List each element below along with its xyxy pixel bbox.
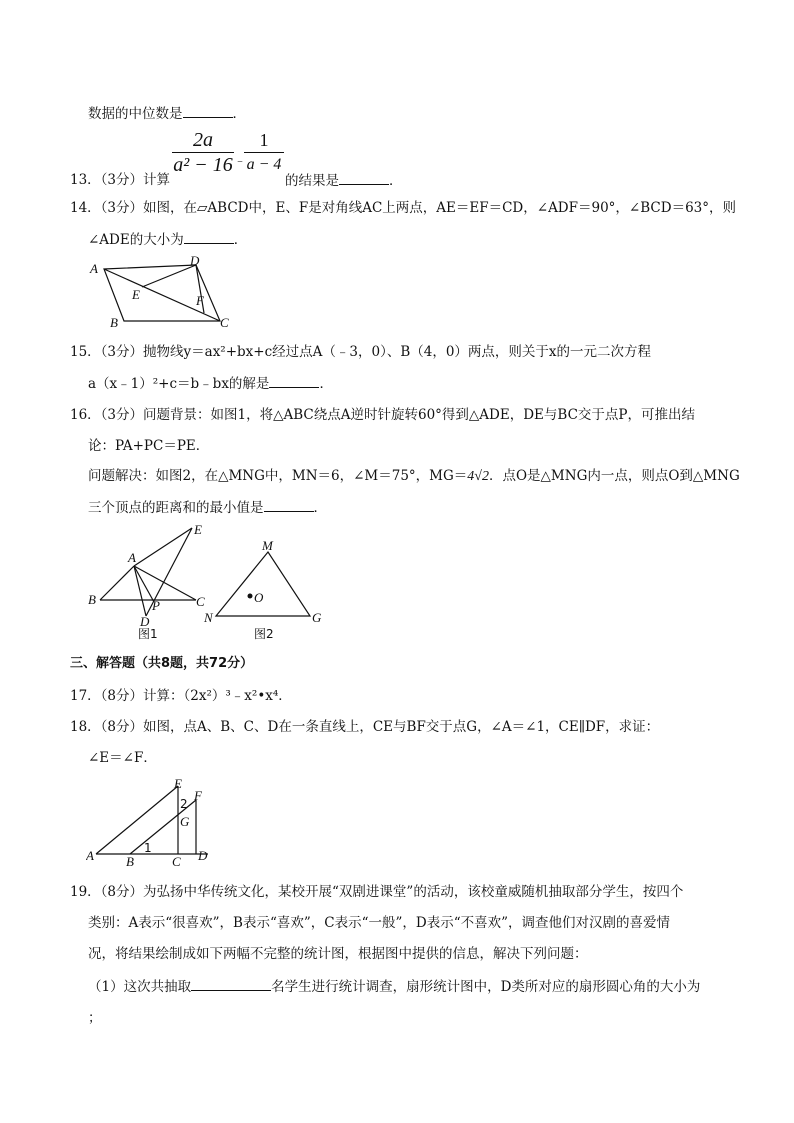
q12-text: 数据的中位数是 bbox=[88, 106, 183, 122]
label-c: C bbox=[220, 315, 229, 330]
q15-line1: 15．（3分）抛物线y＝ax²+bx+c经过点A（﹣3，0）、B（4，0）两点，则关于x的一元二次方程 bbox=[70, 344, 652, 360]
q16-line4-text: 三个顶点的距离和的最小值是 bbox=[88, 500, 264, 516]
q16-line4 bbox=[88, 497, 327, 518]
q14-line2-text: ∠ADE的大小为 bbox=[88, 232, 184, 248]
q12-tail bbox=[88, 103, 246, 124]
q15-line2 bbox=[88, 373, 333, 394]
q14-figure bbox=[86, 255, 246, 335]
q15-line2-text: a（x﹣1）²+c＝b﹣bx的解是 bbox=[88, 376, 270, 392]
fraction-2-denominator: a − 4 bbox=[244, 152, 284, 177]
q16-line1: 16．（3分）问题背景：如图1，将△ABC绕点A逆时针旋转60°得到△ADE，DE与BC交于点P，可推出结 bbox=[70, 407, 695, 423]
minus-sign: ﹣ bbox=[234, 153, 247, 167]
q19-sub1-b: 名学生进行统计调查，扇形统计图中，D类所对应的扇形圆心角的大小为 bbox=[271, 979, 701, 995]
fig1-label-e: E bbox=[194, 522, 202, 537]
q16-line3 bbox=[88, 466, 740, 487]
q18-line1: 18．（8分）如图，点A、B、C、D在一条直线上，CE与BF交于点G，∠A＝∠1，CE∥DF，求证： bbox=[70, 719, 660, 735]
label-b: B bbox=[126, 854, 134, 866]
fig1-segment-ba bbox=[100, 566, 134, 600]
q18-figure bbox=[86, 776, 226, 866]
fig1-label-c: C bbox=[196, 594, 205, 609]
period: ． bbox=[389, 173, 403, 189]
answer-blank[interactable] bbox=[264, 497, 314, 512]
fig2-label-n: N bbox=[204, 610, 213, 625]
q19-line2: 类别：A表示“很喜欢”，B表示“喜欢”，C表示“一般”，D表示“不喜欢”，调查他们对汉剧的喜爱情 bbox=[88, 915, 671, 931]
label-f: F bbox=[194, 788, 202, 803]
angle-2-label: 2 bbox=[180, 797, 188, 811]
fig2-label-o: O bbox=[254, 590, 264, 605]
q14-line1: 14．（3分）如图，在▱ABCD中，E、F是对角线AC上两点，AE＝EF＝CD，∠ADF＝90°，∠BCD＝63°，则 bbox=[70, 200, 736, 216]
label-c: C bbox=[172, 854, 181, 866]
angle-1-label: 1 bbox=[144, 841, 152, 855]
fraction-1 bbox=[172, 128, 234, 177]
point-o bbox=[248, 594, 253, 599]
fig1-label-d: D bbox=[140, 614, 150, 629]
q19-line3: 况，将结果绘制成如下两幅不完整的统计图，根据图中提供的信息，解决下列问题： bbox=[88, 946, 588, 962]
q19-sub1-end: ； bbox=[88, 1010, 102, 1026]
answer-blank[interactable] bbox=[269, 373, 319, 388]
fig1-label-p: P bbox=[152, 598, 160, 613]
section-heading: 三、解答题（共8题，共72分） bbox=[70, 656, 254, 671]
q19-line1: 19．（8分）为弘扬中华传统文化，某校开展“双剧进课堂”的活动，该校童威随机抽取部分学生，按四个 bbox=[70, 884, 684, 900]
q19-sub1 bbox=[88, 976, 700, 997]
q16-line3-b: ．点O是△MNG内一点，则点O到△MNG bbox=[488, 468, 740, 484]
label-f: F bbox=[196, 293, 204, 308]
label-g: G bbox=[180, 814, 190, 829]
period: ． bbox=[313, 500, 327, 516]
answer-blank[interactable] bbox=[191, 976, 271, 991]
label-a: A bbox=[86, 848, 94, 863]
fig2-triangle-mng bbox=[216, 552, 310, 616]
period: ． bbox=[233, 232, 248, 248]
fraction-1-denominator: a² − 16 bbox=[173, 154, 233, 176]
fig2-caption: 图2 bbox=[254, 627, 274, 641]
answer-blank[interactable] bbox=[183, 103, 233, 118]
sqrt-value: 4√2 bbox=[467, 469, 489, 484]
fig1-caption: 图1 bbox=[138, 627, 158, 641]
segment-ae bbox=[96, 786, 178, 854]
fig1-segment-ae bbox=[134, 528, 192, 566]
fig1-label-a: A bbox=[128, 550, 136, 565]
segment-de bbox=[142, 265, 196, 287]
label-d: D bbox=[198, 848, 208, 863]
answer-blank[interactable] bbox=[339, 170, 389, 185]
label-e: E bbox=[174, 776, 182, 791]
fig1-segment-ad bbox=[134, 566, 146, 616]
q13-suffix: 的结果是 bbox=[285, 173, 339, 189]
q17: 17．（8分）计算：（2x²）³﹣x²•x⁴． bbox=[70, 688, 292, 704]
fig1-label-b: B bbox=[88, 592, 96, 607]
period: ． bbox=[232, 106, 246, 122]
fraction-2-numerator: 1 bbox=[259, 130, 269, 150]
label-e: E bbox=[132, 287, 140, 302]
fraction-2 bbox=[244, 128, 284, 177]
answer-blank[interactable] bbox=[184, 229, 234, 244]
fraction-1-numerator: 2a bbox=[193, 129, 213, 151]
label-a: A bbox=[90, 261, 98, 276]
label-d: D bbox=[190, 255, 200, 268]
fig2-label-g: G bbox=[312, 610, 322, 625]
q13 bbox=[70, 170, 170, 190]
q13-suffix-line bbox=[285, 170, 403, 191]
fig2-label-m: M bbox=[262, 538, 273, 553]
q19-sub1-a: （1）这次共抽取 bbox=[88, 979, 192, 995]
q16-figures bbox=[86, 522, 336, 644]
label-b: B bbox=[110, 315, 118, 330]
q13-prefix: 13．（3分）计算 bbox=[70, 172, 171, 188]
q14-line2 bbox=[88, 229, 247, 250]
q16-line3-a: 问题解决：如图2，在△MNG中，MN＝6，∠M＝75°，MG＝ bbox=[88, 468, 468, 484]
q16-line2: 论：PA+PC＝PE． bbox=[88, 438, 210, 454]
period: ． bbox=[319, 376, 333, 392]
q18-line2: ∠E＝∠F． bbox=[88, 750, 157, 766]
